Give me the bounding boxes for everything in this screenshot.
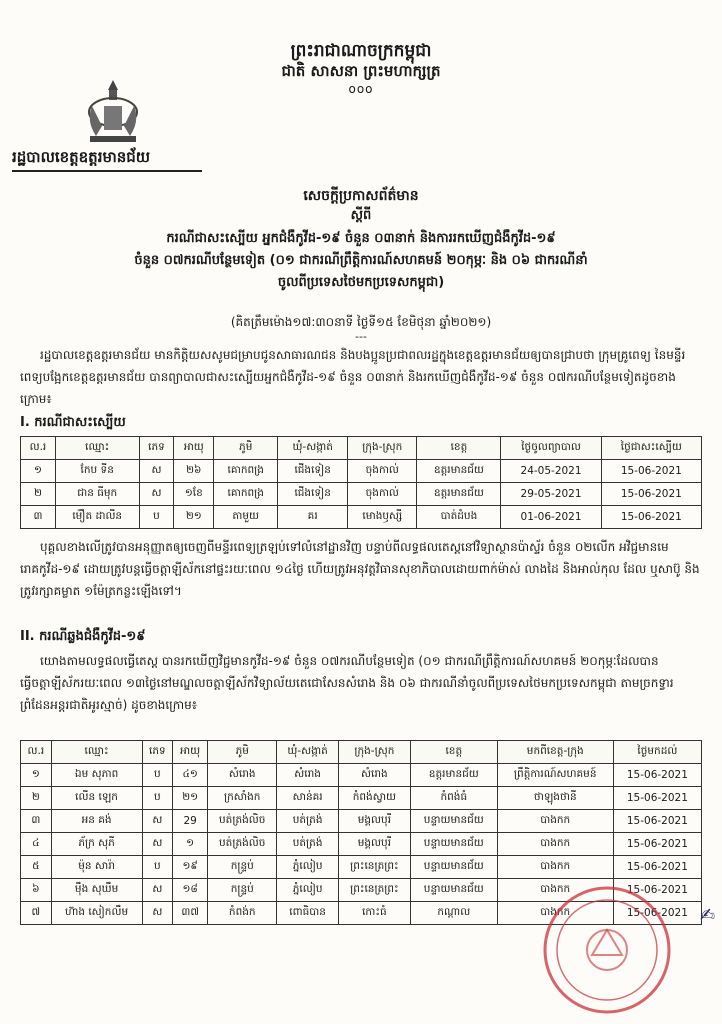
table-cell: បន្ទាយមានជ័យ — [410, 810, 497, 833]
table-cell: ភ្នំលៀប — [277, 879, 338, 902]
subject-line: ករណីជាសះស្បើយ អ្នកជំងឺកូវីដ-១៩ ចំនួន ០៣នាក់ និងការរកឃើញជំងឺកូវីដ-១៩ — [166, 231, 556, 246]
table-cell: ៦ — [21, 879, 52, 902]
announcement-title: សេចក្ដីប្រកាសព័ត៌មាន — [303, 188, 419, 204]
table-cell: 15-06-2021 — [613, 810, 701, 833]
table-cell: ៣ — [21, 506, 56, 529]
column-header: ថ្ងៃចូលព្យាបាល — [501, 437, 601, 460]
table-cell: មោងឫស្សី — [348, 506, 417, 529]
column-header: ភេទ — [139, 437, 174, 460]
table-cell: ២ — [21, 483, 56, 506]
table-cell: បាងកក — [497, 879, 613, 902]
table-cell: ភ្នំលៀប — [277, 856, 338, 879]
table-cell: ជើងទៀន — [278, 460, 348, 483]
subject-line: ចូលពីប្រទេសថៃមកប្រទេសកម្ពុជា) — [277, 275, 445, 290]
table-cell: បន្ទាយមានជ័យ — [410, 856, 497, 879]
table-cell: 15-06-2021 — [613, 879, 701, 902]
table-cell: ១៨ — [173, 879, 208, 902]
table-cell: ៧ — [21, 902, 52, 925]
table-cell: ជាន ធីមុក — [55, 483, 139, 506]
signature-mark-icon: ✍ — [700, 905, 716, 926]
table-cell: ស — [142, 902, 173, 925]
table-cell: បាងកក — [497, 856, 613, 879]
table-cell: ៤ — [21, 833, 52, 856]
table-cell: ១៩ — [173, 856, 208, 879]
table-cell: ប — [139, 506, 174, 529]
announcement-subject — [40, 228, 682, 294]
table-cell: កំពង់ធំ — [410, 787, 497, 810]
table-cell: ភ័ក្រ សុភី — [51, 833, 142, 856]
authority-underline — [12, 170, 202, 172]
column-header: ភូមិ — [208, 741, 277, 764]
table-row — [21, 764, 702, 787]
table-cell: ប — [142, 787, 173, 810]
table-cell: បាងកក — [497, 902, 613, 925]
table-cell: ម៉ឿត ដាលីន — [55, 506, 139, 529]
announcement-about: ស្ដីពី — [350, 208, 372, 223]
subject-line: ចំនួន ០៧ករណីបន្ថែមទៀត (០១ ជាករណីព្រឹត្តិការណ៍សហគមន៍ ២០កុម្ភៈ និង ០៦ ជាករណីនាំ — [134, 253, 588, 268]
recovered-table — [20, 436, 702, 529]
table-cell: គោកពង្រ — [214, 483, 278, 506]
table-cell: កន្ទ្រប់ — [208, 879, 277, 902]
table-cell: ២ — [21, 787, 52, 810]
table-cell: ៥ — [21, 856, 52, 879]
table-cell: ពោធិបាន — [277, 902, 338, 925]
table-header-row — [21, 741, 702, 764]
table-cell: 15-06-2021 — [601, 483, 701, 506]
table-cell: បន្ទាយមានជ័យ — [410, 833, 497, 856]
table-cell: ព្រះនេត្រព្រះ — [338, 879, 410, 902]
table-cell: ថាឡុងថានី — [497, 787, 613, 810]
table-cell: គោកពង្រ — [214, 460, 278, 483]
table-cell: ស — [142, 879, 173, 902]
issuing-authority: រដ្ឋបាលខេត្តឧត្តរមានជ័យ — [12, 148, 151, 166]
table-cell: កណ្ដាល — [410, 902, 497, 925]
column-header: ល.រ — [21, 741, 52, 764]
table-cell: ឯម សុភាព — [51, 764, 142, 787]
table-cell: បត់ត្រង់លិច — [208, 833, 277, 856]
table-row — [21, 506, 702, 529]
column-header: អាយុ — [174, 437, 214, 460]
table-cell: បត់ត្រង់ — [277, 810, 338, 833]
table-cell: កែប ទីន — [55, 460, 139, 483]
table-cell: ក្រសាំងក — [208, 787, 277, 810]
section-heading-infections: II. ករណីឆ្លងជំងឺកូវីដ-១៩ — [20, 629, 146, 644]
table-cell: មង្គលបុរី — [338, 810, 410, 833]
table-cell: លើន ឡេក — [51, 787, 142, 810]
table-cell: 15-06-2021 — [613, 764, 701, 787]
intro-paragraph: រដ្ឋបាលខេត្តឧត្តរមានជ័យ មានកិត្តិយសសូមជម្រាបជូនសាធារណជន និងបងប្អូនប្រជាពលរដ្ឋក្នុងខេត្តឧត្តរមានជ័យឲ្យបានជ្រាបថា ក្រុមគ្រូពេទ្យ នៃមន្ទីរពេទ្យបង្អែកខេត្តឧត្តរមានជ័យ បានព្យាបាលជាសះស្បើយអ្នកជំងឺកូវីដ-១៩ ចំនួន ០៣នាក់ និងរកឃើញជំងឺកូវីដ-១៩ ចំនួន ០៧ករណីបន្ថែមទៀតដូចខាងក្រោម៖ — [20, 348, 686, 406]
column-header: ឃុំ-សង្កាត់ — [278, 437, 348, 460]
dateline: (គិតត្រឹមម៉ោង១៧:៣០នាទី ថ្ងៃទី១៥ ខែមិថុនា ឆ្នាំ២០២១) — [230, 315, 492, 329]
table-cell: ឧត្តរមានជ័យ — [410, 764, 497, 787]
table-row — [21, 787, 702, 810]
table-cell: 15-06-2021 — [601, 506, 701, 529]
table-cell: 15-06-2021 — [613, 833, 701, 856]
column-header: ថ្ងៃជាសះស្បើយ — [601, 437, 701, 460]
table-cell: ព្រះនេត្រព្រះ — [338, 856, 410, 879]
table-cell: ម៉ឹង សុឃឹម — [51, 879, 142, 902]
ornament: ooo — [348, 82, 374, 96]
column-header: ភូមិ — [214, 437, 278, 460]
table-cell: ស — [142, 810, 173, 833]
table-cell: តាមួយ — [214, 506, 278, 529]
table-cell: បត់ត្រង់ — [277, 833, 338, 856]
table-cell: ១ — [21, 764, 52, 787]
column-header: ល.រ — [21, 437, 56, 460]
kingdom-title: ព្រះរាជាណាចក្រកម្ពុជា — [290, 41, 432, 61]
table-cell: ស — [139, 460, 174, 483]
table-cell: កំពង់ក — [208, 902, 277, 925]
table-cell: បន្ទាយមានជ័យ — [410, 879, 497, 902]
column-header: ក្រុង-ស្រុក — [338, 741, 410, 764]
table-cell: ចុងកាល់ — [348, 460, 417, 483]
table-cell: ៣៧ — [173, 902, 208, 925]
table-row — [21, 460, 702, 483]
table-cell: ស — [142, 833, 173, 856]
table-row — [21, 856, 702, 879]
table-cell: ២១ — [174, 506, 214, 529]
column-header: ឈ្មោះ — [51, 741, 142, 764]
table-cell: សាន់គរ — [277, 787, 338, 810]
table-cell: សំរោង — [338, 764, 410, 787]
section-heading-recovered: I. ករណីជាសះស្បើយ — [20, 415, 126, 430]
table-cell: ១ — [21, 460, 56, 483]
recovered-note-paragraph: បុគ្គលខាងលើត្រូវបានអនុញ្ញាតឲ្យចេញពីមន្ទីរពេទ្យត្រឡប់ទៅលំនៅដ្ឋានវិញ បន្ទាប់ពីលទ្ធផលតេស្តនៅវិទ្យាស្ថានប៉ាស្ទ័រ ចំនួន ០២លើក អវិជ្ជមានមេរោគកូវីដ-១៩ ដោយត្រូវបន្តធ្វើចត្តាឡីស័កនៅផ្ទះរយៈពេល ១៤ថ្ងៃ ហើយត្រូវអនុវត្តវិធានសុខាភិបាលដោយពាក់ម៉ាស់ លាងដៃ និងអាល់កុល ដែល ឬសាប៊ូ និងត្រូវរក្សាគម្លាត ១ម៉ែត្រកន្លះឡើងទៅ។ — [20, 540, 700, 598]
table-cell: ជើងទៀន — [278, 483, 348, 506]
table-cell: ៣ — [21, 810, 52, 833]
official-seal-icon — [532, 880, 682, 1020]
table-cell: សំរោង — [277, 764, 338, 787]
table-cell: 15-06-2021 — [601, 460, 701, 483]
table-cell: បាត់ដំបង — [417, 506, 501, 529]
table-row — [21, 483, 702, 506]
table-cell: កោះធំ — [338, 902, 410, 925]
table-cell: បត់ត្រង់លិច — [208, 810, 277, 833]
column-header: អាយុ — [173, 741, 208, 764]
table-cell: 15-06-2021 — [613, 856, 701, 879]
table-cell: គរ — [278, 506, 348, 529]
table-cell: ម៉ុន សារ៉ា — [51, 856, 142, 879]
table-cell: 29 — [173, 810, 208, 833]
table-cell: 29-05-2021 — [501, 483, 601, 506]
table-header-row — [21, 437, 702, 460]
table-cell: ហ៊ាង សៀកលឹម — [51, 902, 142, 925]
column-header: ក្រុង-ស្រុក — [348, 437, 417, 460]
table-cell: ប — [142, 856, 173, 879]
table-cell: មង្គលបុរី — [338, 833, 410, 856]
table-cell: ២៦ — [174, 460, 214, 483]
column-header: ភេទ — [142, 741, 173, 764]
table-cell: កន្ទ្រប់ — [208, 856, 277, 879]
table-cell: ឧត្តរមានជ័យ — [417, 460, 501, 483]
table-cell: ឧត្តរមានជ័យ — [417, 483, 501, 506]
table-cell: អន គង់ — [51, 810, 142, 833]
table-cell: 15-06-2021 — [613, 787, 701, 810]
table-cell: កំពង់ស្វាយ — [338, 787, 410, 810]
table-cell: ព្រឹត្តិការណ៍សហគមន៍ — [497, 764, 613, 787]
table-cell: បាងកក — [497, 833, 613, 856]
table-cell: បាងកក — [497, 810, 613, 833]
column-header: ថ្ងៃមកដល់ — [613, 741, 701, 764]
table-cell: ១ — [173, 833, 208, 856]
table-row — [21, 833, 702, 856]
table-cell: 15-06-2021 — [613, 902, 701, 925]
table-cell: ២១ — [173, 787, 208, 810]
separator: --- — [355, 330, 367, 343]
table-cell: ៤១ — [173, 764, 208, 787]
table-cell: ប — [142, 764, 173, 787]
national-motto: ជាតិ សាសនា ព្រះមហាក្សត្រ — [281, 62, 441, 80]
table-cell: 01-06-2021 — [501, 506, 601, 529]
column-header: មកពីខេត្ត-ក្រុង — [497, 741, 613, 764]
table-cell: ចុងកាល់ — [348, 483, 417, 506]
table-cell: ១ខែ — [174, 483, 214, 506]
table-cell: ស — [139, 483, 174, 506]
table-row — [21, 810, 702, 833]
column-header: ឈ្មោះ — [55, 437, 139, 460]
column-header: ខេត្ត — [410, 741, 497, 764]
infections-intro-paragraph: យោងតាមលទ្ធផលធ្វើតេស្ត បានរកឃើញវិជ្ជមានកូវីដ-១៩ ចំនួន ០៧ករណីបន្ថែមទៀត (០១ ជាករណីព្រឹត្តិការណ៍សហគមន៍ ២០កុម្ភៈដែលបានធ្វើចត្តាឡីស័ករយៈពេល ១៣ថ្ងៃនៅមណ្ឌលចត្តាឡីស័កវិទ្យាល័យតេជោសែនសំរោង និង ០៦ ជាករណីនាំចូលពីប្រទេសថៃមកប្រទេសកម្ពុជា តាមច្រកទ្វារព្រំដែនអន្តរជាតិអូរស្មាច់) ដូចខាងក្រោម៖ — [20, 654, 674, 712]
table-cell: 24-05-2021 — [501, 460, 601, 483]
table-cell: សំរោង — [208, 764, 277, 787]
column-header: ខេត្ត — [417, 437, 501, 460]
column-header: ឃុំ-សង្កាត់ — [277, 741, 338, 764]
